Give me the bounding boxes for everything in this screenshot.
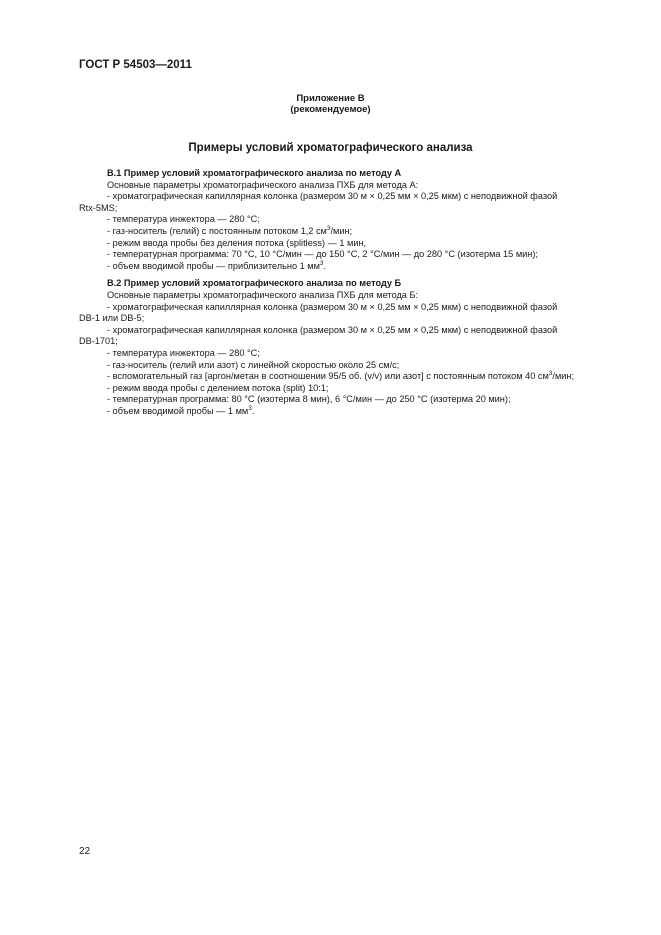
section2-injection-mode: - режим ввода пробы с делением потока (split) 10:1;	[107, 382, 329, 393]
section2-injector-temp: - температура инжектора — 280 °С;	[107, 347, 260, 358]
section2-column1-line1: - хроматографическая капиллярная колонка (размером 30 м × 0,25 мм × 0,25 мкм) с неподвижной фазой	[107, 301, 558, 312]
section1-sample-volume	[79, 261, 615, 273]
section1-injector-temp: - температура инжектора — 280 °С;	[107, 214, 260, 225]
section-heading-b2: В.2 Пример условий хроматографического анализа по методу Б	[107, 278, 402, 289]
section1-injection-mode: - режим ввода пробы без деления потока (splitless) — 1 мин,	[107, 237, 367, 248]
section1-intro: Основные параметры хроматографического анализа ПХБ для метода А:	[107, 179, 419, 190]
annex-subtitle: (рекомендуемое)	[290, 104, 371, 115]
section1-column-line2: Rtx-5MS;	[79, 202, 118, 213]
document-body	[79, 168, 615, 417]
section2-column2-line1: - хроматографическая капиллярная колонка (размером 30 м × 0,25 мм × 0,25 мкм) с неподвижной фазой	[107, 324, 558, 335]
aux-gas-unit: /мин;	[552, 371, 575, 382]
carrier-gas-text: - газ-носитель (гелий) с постоянным потоком 1,2 см	[107, 225, 327, 236]
superscript: 3	[319, 259, 324, 267]
page-number: 22	[79, 846, 91, 857]
sample-volume-end: .	[251, 405, 255, 416]
section2-carrier-gas: - газ-носитель (гелий или азот) с линейной скоростью около 25 см/с;	[107, 359, 400, 370]
document-header: ГОСТ Р 54503—2011	[79, 59, 192, 71]
section-heading-b1: В.1 Пример условий хроматографического анализа по методу А	[107, 168, 402, 178]
section2-intro: Основные параметры хроматографического анализа ПХБ для метода Б:	[107, 289, 419, 300]
section1-temp-program: - температурная программа: 70 °С, 10 °С/мин — до 150 °С, 2 °С/мин — до 280 °С (изотерма 15 мин);	[107, 249, 538, 260]
section2-temp-program: - температурная программа: 80 °С (изотерма 8 мин), 6 °С/мин — до 250 °С (изотерма 20 мин);	[107, 394, 511, 405]
superscript: 3	[248, 404, 252, 412]
annex-title: Приложение В	[296, 93, 365, 104]
section1-column-line1: - хроматографическая капиллярная колонка (размером 30 м × 0,25 мм × 0,25 мкм) с неподвижной фазой	[107, 191, 558, 202]
section2-sample-volume	[79, 406, 615, 418]
section2-column2-line2: DB-1701;	[79, 336, 118, 347]
page-title: Примеры условий хроматографического анализа	[188, 142, 473, 154]
section1-carrier-gas	[79, 226, 615, 238]
section2-aux-gas	[79, 371, 615, 383]
superscript: 3	[548, 370, 553, 378]
sample-volume-end: .	[323, 260, 327, 271]
carrier-gas-unit: /мин;	[330, 225, 353, 236]
sample-volume-text: - объем вводимой пробы — 1 мм	[107, 405, 249, 416]
sample-volume-text: - объем вводимой пробы — приблизительно 1 мм	[107, 260, 320, 271]
section2-column1-line2: DB-1 или DB-5;	[79, 313, 145, 324]
superscript: 3	[326, 224, 331, 232]
aux-gas-text: - вспомогательный газ [аргон/метан в соотношении 95/5 об. (v/v) или азот] с постоянным потоком 40 см	[107, 371, 549, 382]
